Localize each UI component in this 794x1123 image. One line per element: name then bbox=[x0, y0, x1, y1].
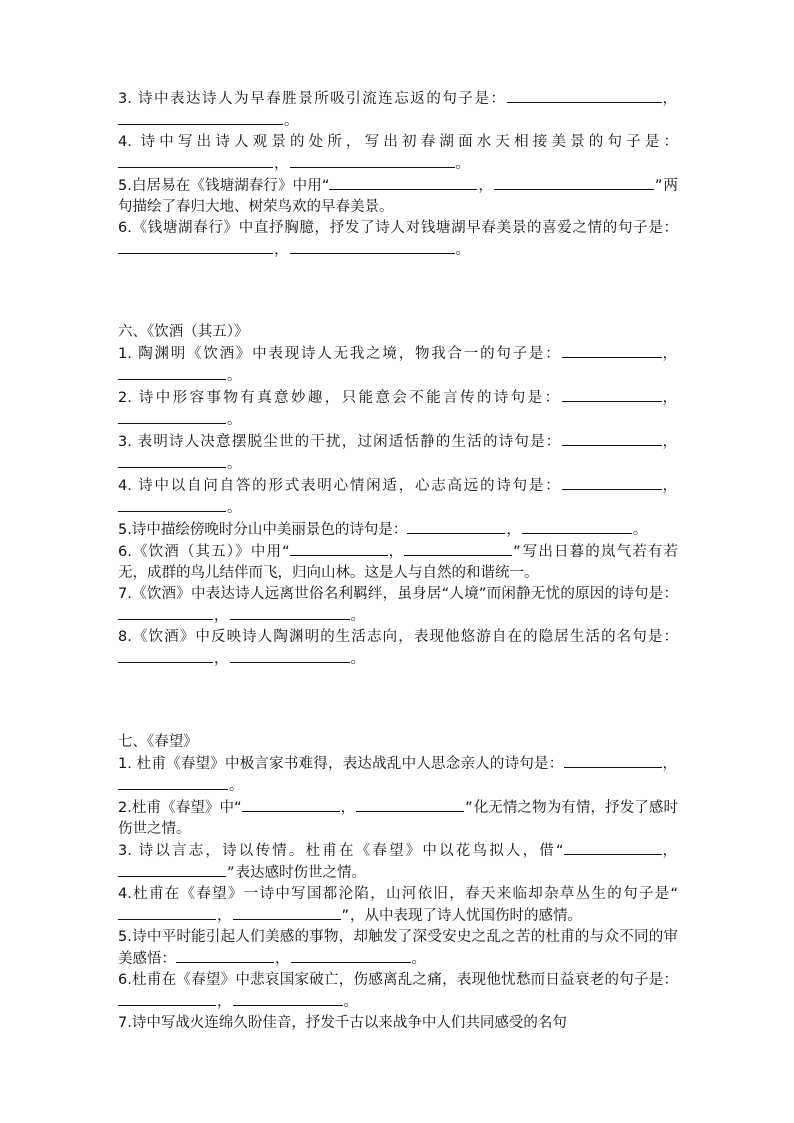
question-text: 3. 诗以言志，诗以传情。杜甫在《春望》中以花鸟拟人，借“ bbox=[118, 843, 564, 859]
punctuation: ， bbox=[388, 544, 404, 560]
question-text-after: 写出日暮的岚气若有若无，成群的鸟儿结伴而飞，归向山林。这是人与自然的和谐统一。 bbox=[118, 544, 678, 581]
answer-blank[interactable] bbox=[290, 153, 455, 168]
question-text: 8.《饮酒》中反映诗人陶渊明的生活志向，表现他悠游自在的隐居生活的名句是： bbox=[118, 629, 678, 645]
question-text-after: ，从中表现了诗人忧国伤时的感情。 bbox=[350, 908, 583, 924]
answer-blank[interactable] bbox=[407, 519, 505, 534]
question-item bbox=[118, 132, 678, 175]
answer-blank[interactable] bbox=[118, 365, 226, 380]
answer-blank[interactable] bbox=[118, 991, 216, 1006]
question-text: 2.杜甫《春望》中“ bbox=[118, 800, 242, 816]
question-text: 4. 诗中以自问自答的形式表明心情闲适，心志高远的诗句是： bbox=[118, 478, 562, 494]
question-item bbox=[118, 797, 678, 840]
answer-blank[interactable] bbox=[118, 905, 216, 920]
punctuation: ， bbox=[506, 522, 521, 538]
punctuation: 。 bbox=[229, 778, 244, 794]
question-item bbox=[118, 175, 678, 218]
punctuation: ， bbox=[662, 91, 677, 107]
punctuation: ， bbox=[662, 434, 677, 450]
punctuation: 。 bbox=[350, 608, 365, 624]
answer-blank[interactable] bbox=[118, 862, 226, 877]
section-heading: 七、《春望》 bbox=[118, 734, 198, 750]
punctuation: 。 bbox=[632, 522, 648, 538]
question-text: 6.《钱塘湖春行》中直抒胸臆，抒发了诗人对钱塘湖早春美景的喜爱之情的句子是： bbox=[118, 220, 678, 236]
worksheet-page bbox=[118, 88, 678, 1034]
answer-blank[interactable] bbox=[118, 409, 226, 424]
question-text: 6.杜甫在《春望》中悲哀国家破亡，伤感离乱之痛，表现他忧愁而日益衰老的句子是： bbox=[118, 972, 678, 988]
punctuation: ， bbox=[662, 843, 677, 859]
punctuation: ， bbox=[340, 800, 356, 816]
question-item bbox=[118, 475, 678, 519]
punctuation: ， bbox=[214, 608, 229, 624]
answer-blank[interactable] bbox=[118, 497, 226, 512]
answer-blank[interactable] bbox=[118, 453, 226, 468]
punctuation: 。 bbox=[455, 156, 470, 172]
punctuation: ” bbox=[465, 800, 473, 816]
punctuation: 。 bbox=[455, 242, 470, 258]
question-text: 7.诗中写战火连绵久盼佳音，抒发千古以来战争中人们共同感受的名句 bbox=[118, 1015, 567, 1031]
question-item bbox=[118, 884, 678, 927]
section-heading: 六、《饮酒（其五）》 bbox=[118, 324, 249, 340]
answer-blank[interactable] bbox=[562, 475, 662, 490]
answer-blank[interactable] bbox=[564, 753, 662, 768]
question-item bbox=[118, 218, 678, 261]
question-item bbox=[118, 519, 678, 541]
question-text: 5.白居易在《钱塘湖春行》中用“ bbox=[118, 178, 330, 194]
question-item bbox=[118, 541, 678, 584]
answer-blank[interactable] bbox=[118, 153, 273, 168]
section-gap bbox=[118, 670, 678, 732]
question-section bbox=[118, 88, 678, 261]
punctuation: 。 bbox=[411, 951, 426, 967]
section-gap bbox=[118, 261, 678, 322]
question-text-after: 表达感时伤世之情。 bbox=[235, 865, 367, 881]
punctuation: 。 bbox=[350, 651, 365, 667]
question-section bbox=[118, 322, 678, 670]
answer-blank[interactable] bbox=[562, 343, 662, 358]
answer-blank[interactable] bbox=[176, 948, 274, 963]
punctuation: ， bbox=[274, 242, 289, 258]
question-text: 5.诗中描绘傍晚时分山中美丽景色的诗句是： bbox=[118, 522, 408, 538]
answer-blank[interactable] bbox=[356, 797, 464, 812]
answer-blank[interactable] bbox=[522, 519, 632, 534]
question-text: 3. 诗中表达诗人为早春胜景所吸引流连忘返的句子是： bbox=[118, 91, 507, 107]
answer-blank[interactable] bbox=[118, 605, 213, 620]
answer-blank[interactable] bbox=[118, 648, 213, 663]
punctuation: 。 bbox=[227, 368, 242, 384]
question-item bbox=[118, 927, 678, 970]
punctuation: 。 bbox=[227, 500, 242, 516]
question-text: 7.《饮酒》中表达诗人远离世俗名利羁绊，虽身居“人境”而闲静无忧的原因的诗句是： bbox=[118, 586, 678, 602]
question-item bbox=[118, 387, 678, 431]
answer-blank[interactable] bbox=[562, 387, 662, 402]
punctuation: ” bbox=[341, 908, 350, 924]
question-text: 4.杜甫在《春望》一诗中写国都沦陷，山河依旧，春天来临却杂草丛生的句子是“ bbox=[118, 886, 678, 902]
answer-blank[interactable] bbox=[494, 175, 654, 190]
punctuation: ， bbox=[662, 346, 677, 362]
question-item bbox=[118, 970, 678, 1013]
question-text: 1. 陶渊明《饮酒》中表现诗人无我之境，物我合一的句子是： bbox=[118, 346, 562, 362]
punctuation: ， bbox=[214, 651, 229, 667]
punctuation: ， bbox=[217, 994, 232, 1010]
punctuation: 。 bbox=[284, 113, 299, 129]
question-text: 6.《饮酒（其五）》中用“ bbox=[118, 544, 290, 560]
answer-blank[interactable] bbox=[290, 541, 388, 556]
answer-blank[interactable] bbox=[230, 605, 350, 620]
question-section bbox=[118, 732, 678, 1034]
answer-blank[interactable] bbox=[118, 775, 228, 790]
question-text-after: 化无情之物为有情，抒发了感时伤世之情。 bbox=[118, 800, 678, 837]
question-text: 5.诗中平时能引起人们美感的事物，却触发了深受安史之乱之苦的杜甫的与众不同的审美感悟： bbox=[118, 929, 678, 967]
question-item bbox=[118, 753, 678, 797]
answer-blank[interactable] bbox=[290, 239, 455, 254]
question-text-after: 两句描绘了春归大地、树荣鸟欢的早春美景。 bbox=[118, 178, 678, 215]
answer-blank[interactable] bbox=[564, 840, 662, 855]
punctuation: ， bbox=[662, 756, 677, 772]
question-item bbox=[118, 343, 678, 387]
answer-blank[interactable] bbox=[233, 905, 341, 920]
question-text: 3. 表明诗人决意摆脱尘世的干扰，过闲适恬静的生活的诗句是： bbox=[118, 434, 562, 450]
punctuation: ” bbox=[513, 544, 521, 560]
question-item bbox=[118, 431, 678, 475]
punctuation: ” bbox=[227, 865, 235, 881]
answer-blank[interactable] bbox=[291, 948, 411, 963]
punctuation: ， bbox=[662, 478, 677, 494]
punctuation: ， bbox=[217, 908, 232, 924]
question-item bbox=[118, 627, 678, 670]
question-item bbox=[118, 88, 678, 132]
answer-blank[interactable] bbox=[329, 175, 477, 190]
punctuation: ， bbox=[275, 951, 290, 967]
punctuation: 。 bbox=[343, 994, 358, 1010]
answer-blank[interactable] bbox=[118, 110, 283, 125]
question-text: 1. 杜甫《春望》中极言家书难得，表达战乱中人思念亲人的诗句是： bbox=[118, 756, 564, 772]
answer-blank[interactable] bbox=[118, 239, 273, 254]
punctuation: ， bbox=[662, 390, 677, 406]
punctuation: 。 bbox=[227, 412, 242, 428]
punctuation: ， bbox=[274, 156, 289, 172]
punctuation: 。 bbox=[227, 456, 242, 472]
question-text: 2. 诗中形容事物有真意妙趣，只能意会不能言传的诗句是： bbox=[118, 390, 562, 406]
answer-blank[interactable] bbox=[562, 431, 662, 446]
question-item bbox=[118, 584, 678, 627]
answer-blank[interactable] bbox=[404, 541, 512, 556]
answer-blank[interactable] bbox=[230, 648, 350, 663]
answer-blank[interactable] bbox=[507, 88, 662, 103]
answer-blank[interactable] bbox=[242, 797, 340, 812]
question-item bbox=[118, 1013, 678, 1034]
answer-blank[interactable] bbox=[233, 991, 343, 1006]
question-item bbox=[118, 840, 678, 884]
punctuation: ， bbox=[478, 178, 493, 194]
punctuation: ” bbox=[654, 178, 663, 194]
question-text: 4. 诗中写出诗人观景的处所，写出初春湖面水天相接美景的句子是： bbox=[118, 134, 678, 150]
